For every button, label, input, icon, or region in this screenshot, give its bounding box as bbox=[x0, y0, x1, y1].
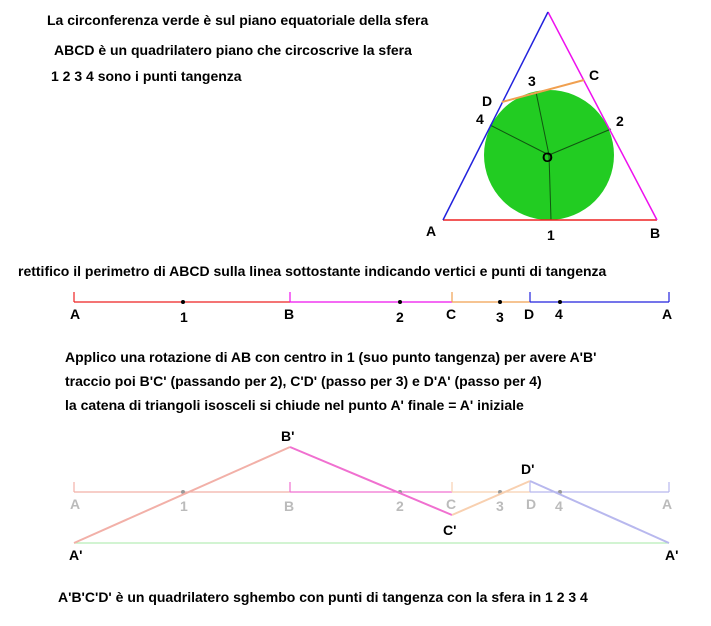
rotation-text-2: traccio poi B'C' (passando per 2), C'D' (passo per 3) e D'A' (passo per 4) bbox=[65, 373, 542, 389]
intro-line-3: 1 2 3 4 sono i punti tangenza bbox=[51, 68, 242, 84]
faded-label-D: D bbox=[526, 496, 537, 512]
center-label-O: O bbox=[542, 149, 553, 165]
point-1 bbox=[181, 300, 185, 304]
line-label-C: C bbox=[446, 306, 457, 322]
line-label-B: B bbox=[284, 306, 295, 322]
label-A-prime-start: A' bbox=[69, 547, 83, 563]
tangent-label-2: 2 bbox=[616, 113, 624, 129]
rotation-text-3: la catena di triangoli isosceli si chiude nel punto A' finale = A' iniziale bbox=[65, 397, 524, 413]
tangent-label-4: 4 bbox=[476, 111, 484, 127]
faded-label-A-start: A bbox=[70, 496, 81, 512]
rectified-perimeter bbox=[70, 292, 672, 325]
intro-line-2: ABCD è un quadrilatero piano che circoscrive la sfera bbox=[54, 42, 412, 58]
tangent-label-1: 1 bbox=[547, 227, 555, 243]
label-B-prime: B' bbox=[281, 428, 295, 444]
label-C-prime: C' bbox=[443, 522, 457, 538]
line-label-2: 2 bbox=[396, 309, 404, 325]
line-label-D: D bbox=[524, 306, 535, 322]
line-label-A-end: A bbox=[662, 306, 673, 322]
intro-line-1: La circonferenza verde è sul piano equatoriale della sfera bbox=[47, 12, 429, 28]
faded-label-2: 2 bbox=[396, 498, 404, 514]
line-label-3: 3 bbox=[496, 309, 504, 325]
side-C-prime-D-prime bbox=[452, 481, 530, 515]
circumscribed-quadrilateral-figure bbox=[426, 12, 660, 243]
label-D-prime: D' bbox=[521, 461, 535, 477]
side-A-prime-B-prime bbox=[74, 447, 290, 543]
conclusion-text: A'B'C'D' è un quadrilatero sghembo con punti di tangenza con la sfera in 1 2 3 4 bbox=[58, 589, 588, 605]
point-4 bbox=[558, 300, 562, 304]
faded-label-3: 3 bbox=[496, 498, 504, 514]
faded-label-B: B bbox=[284, 498, 295, 514]
tangent-label-3: 3 bbox=[528, 73, 536, 89]
faded-label-A-end: A bbox=[662, 496, 673, 512]
rectify-caption: rettifico il perimetro di ABCD sulla linea sottostante indicando vertici e punti di tangenza bbox=[18, 263, 607, 279]
point-3 bbox=[498, 300, 502, 304]
skew-quadrilateral-construction bbox=[69, 428, 678, 563]
vertex-label-D: D bbox=[482, 93, 493, 109]
faded-label-4: 4 bbox=[555, 498, 563, 514]
line-label-1: 1 bbox=[180, 309, 188, 325]
faded-label-C: C bbox=[446, 496, 457, 512]
rotation-text-1: Applico una rotazione di AB con centro in 1 (suo punto tangenza) per avere A'B' bbox=[65, 349, 597, 365]
line-label-A-start: A bbox=[70, 306, 81, 322]
label-A-prime-end: A' bbox=[665, 547, 679, 563]
vertex-label-C: C bbox=[589, 67, 600, 83]
vertex-label-A: A bbox=[426, 223, 437, 239]
line-label-4: 4 bbox=[555, 306, 563, 322]
vertex-label-B: B bbox=[650, 225, 661, 241]
side-D-prime-A-prime bbox=[530, 481, 669, 543]
side-B-prime-C-prime bbox=[290, 447, 452, 515]
point-2 bbox=[398, 300, 402, 304]
faded-label-1: 1 bbox=[180, 498, 188, 514]
